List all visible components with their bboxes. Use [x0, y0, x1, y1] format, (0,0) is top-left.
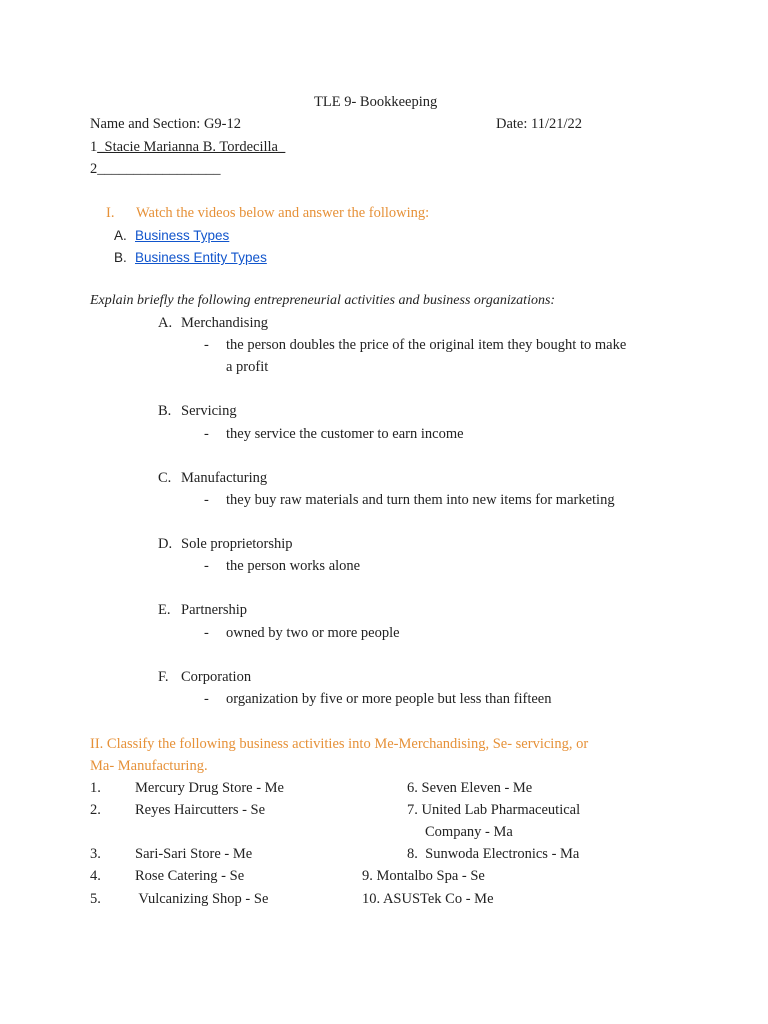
- list-item-8: 8. Sunwoda Electronics - Ma: [407, 846, 580, 862]
- answer-dash-d: -: [204, 558, 209, 574]
- answer-dash-a: -: [204, 337, 209, 353]
- list-item-1: Mercury Drug Store - Me: [135, 780, 284, 796]
- list-item-9: 9. Montalbo Spa - Se: [362, 868, 485, 884]
- list-item-7: 7. United Lab Pharmaceutical: [407, 802, 581, 818]
- list-num-5: 5.: [90, 891, 101, 907]
- item-letter-f: F.: [158, 669, 169, 685]
- list-item-6: 6. Seven Eleven - Me: [407, 780, 533, 796]
- list-item-3: Sari-Sari Store - Me: [135, 846, 253, 862]
- date-label: Date: 11/21/22: [496, 116, 583, 132]
- item-term-partnership: Partnership: [181, 602, 248, 618]
- list-num-3: 3.: [90, 846, 101, 862]
- section1-numeral: I.: [106, 205, 115, 221]
- link-business-entity-types[interactable]: Business Entity Types: [135, 250, 267, 265]
- item-letter-b: B.: [158, 403, 172, 419]
- list-num-4: 4.: [90, 868, 101, 884]
- section2-heading-cont: Ma- Manufacturing.: [90, 758, 208, 774]
- link-marker-a: A.: [114, 228, 127, 243]
- name-section-label: Name and Section: G9-12: [90, 116, 242, 132]
- item-term-corporation: Corporation: [181, 669, 252, 685]
- answer-merchandising: the person doubles the price of the original item they bought to make: [226, 337, 627, 353]
- list-item-4: Rose Catering - Se: [135, 868, 245, 884]
- item-letter-a: A.: [158, 315, 173, 331]
- answer-dash-f: -: [204, 691, 209, 707]
- section1-heading: Watch the videos below and answer the following:: [136, 205, 430, 221]
- member-line-1-number: 1: [90, 139, 98, 155]
- answer-dash-c: -: [204, 492, 209, 508]
- answer-manufacturing: they buy raw materials and turn them into new items for marketing: [226, 492, 615, 508]
- document-title: TLE 9- Bookkeeping: [314, 94, 438, 110]
- answer-corporation: organization by five or more people but less than fifteen: [226, 691, 552, 707]
- item-term-sole-proprietorship: Sole proprietorship: [181, 536, 293, 552]
- answer-dash-b: -: [204, 426, 209, 442]
- list-item-7-cont: Company - Ma: [425, 824, 513, 840]
- item-letter-e: E.: [158, 602, 171, 618]
- item-term-manufacturing: Manufacturing: [181, 470, 268, 486]
- list-item-5: Vulcanizing Shop - Se: [135, 891, 269, 907]
- answer-partnership: owned by two or more people: [226, 625, 400, 641]
- item-term-merchandising: Merchandising: [181, 315, 268, 331]
- list-item-10: 10. ASUSTek Co - Me: [362, 891, 494, 907]
- link-marker-b: B.: [114, 250, 127, 265]
- link-business-types[interactable]: Business Types: [135, 228, 230, 243]
- item-term-servicing: Servicing: [181, 403, 237, 419]
- list-num-1: 1.: [90, 780, 101, 796]
- item-letter-d: D.: [158, 536, 173, 552]
- answer-merchandising-cont: a profit: [226, 359, 269, 375]
- list-num-2: 2.: [90, 802, 101, 818]
- section2-heading: II. Classify the following business activities into Me-Merchandising, Se- servicing, or: [90, 736, 589, 752]
- member-line-2: 2_________________: [90, 161, 221, 177]
- member-line-1-name: _Stacie Marianna B. Tordecilla_: [97, 139, 286, 155]
- answer-servicing: they service the customer to earn income: [226, 426, 464, 442]
- list-item-2: Reyes Haircutters - Se: [135, 802, 266, 818]
- member-line-1: [90, 139, 285, 156]
- item-letter-c: C.: [158, 470, 172, 486]
- answer-dash-e: -: [204, 625, 209, 641]
- explain-instruction: Explain briefly the following entrepreneurial activities and business organizations:: [90, 293, 556, 308]
- answer-sole-proprietorship: the person works alone: [226, 558, 361, 574]
